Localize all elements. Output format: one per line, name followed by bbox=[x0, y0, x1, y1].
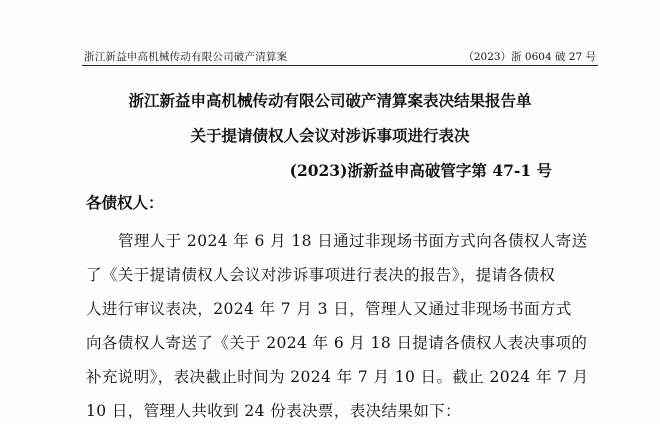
body-line: 10 日，管理人共收到 24 份表决票，表决结果如下： bbox=[86, 402, 462, 420]
document-number: (2023)浙新益申高破管字第 47-1 号 bbox=[289, 161, 552, 180]
salutation: 各债权人： bbox=[86, 193, 164, 212]
body-line: 补充说明》，表决截止时间为 2024 年 7 月 10 日。截止 2024 年 7 月 bbox=[86, 368, 589, 386]
header-case-name: 浙江新益申高机械传动有限公司破产清算案 bbox=[84, 51, 288, 63]
header-divider bbox=[82, 65, 598, 66]
body-line: 向各债权人寄送了《关于 2024 年 6 月 18 日提请各债权人表决事项的 bbox=[86, 334, 588, 352]
body-line: 了《关于提请债权人会议对涉诉事项进行表决的报告》，提请各债权 bbox=[86, 266, 556, 284]
header-case-number: （2023）浙 0604 破 27 号 bbox=[463, 51, 596, 63]
document-title: 浙江新益申高机械传动有限公司破产清算案表决结果报告单 bbox=[128, 91, 532, 110]
body-line: 人进行审议表决，2024 年 7 月 3 日，管理人又通过非现场书面方式 bbox=[86, 300, 572, 318]
body-line: 管理人于 2024 年 6 月 18 日通过非现场书面方式向各债权人寄送 bbox=[118, 232, 588, 250]
document-subtitle: 关于提请债权人会议对涉诉事项进行表决 bbox=[190, 126, 470, 145]
